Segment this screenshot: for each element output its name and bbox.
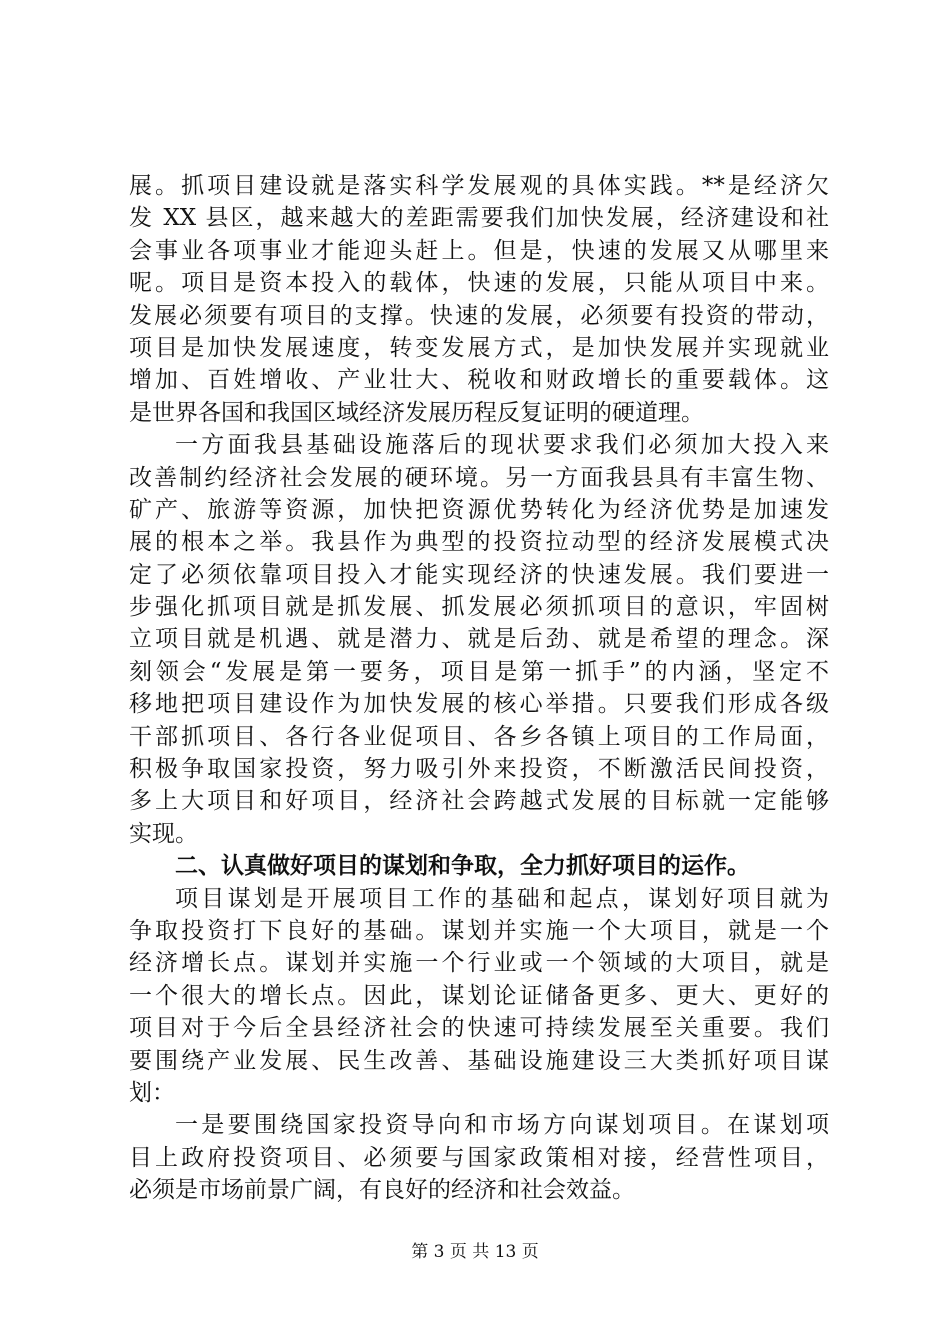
text-line: 会事业各项事业才能迎头赶上。但是，快速的发展又从哪里来 bbox=[129, 237, 829, 264]
text-line: 移地把项目建设作为加快发展的核心举措。只要我们形成各级 bbox=[129, 691, 829, 718]
document-body bbox=[129, 170, 829, 1207]
text-line: 矿产、旅游等资源，加快把资源优势转化为经济优势是加速发 bbox=[129, 496, 829, 523]
text-line: 步强化抓项目就是抓发展、抓发展必须抓项目的意识，牢固树 bbox=[129, 594, 829, 621]
text-line: 积极争取国家投资，努力吸引外来投资，不断激活民间投资， bbox=[129, 756, 829, 783]
text-line: 必须是市场前景广阔，有良好的经济和社会效益。 bbox=[129, 1177, 635, 1204]
text-line: 改善制约经济社会发展的硬环境。另一方面我县具有丰富生物、 bbox=[129, 464, 829, 491]
text-line: 划： bbox=[129, 1079, 175, 1106]
text-line: 立项目就是机遇、就是潜力、就是后劲、就是希望的理念。深 bbox=[129, 626, 829, 653]
section-heading: 二、认真做好项目的谋划和争取，全力抓好项目的运作。 bbox=[175, 852, 750, 880]
text-line: 一方面我县基础设施落后的现状要求我们必须加大投入来 bbox=[175, 432, 829, 459]
text-line: 增加、百姓增收、产业壮大、税收和财政增长的重要载体。这 bbox=[129, 367, 829, 394]
text-line: 项目谋划是开展项目工作的基础和起点，谋划好项目就为 bbox=[175, 885, 829, 912]
text-line: 项目是加快发展速度，转变发展方式，是加快发展并实现就业 bbox=[129, 334, 829, 361]
text-line: 争取投资打下良好的基础。谋划并实施一个大项目，就是一个 bbox=[129, 917, 829, 944]
text-line: 目上政府投资项目、必须要与国家政策相对接，经营性项目， bbox=[129, 1144, 829, 1171]
text-line: 经济增长点。谋划并实施一个行业或一个领域的大项目，就是 bbox=[129, 950, 829, 977]
text-line: 一个很大的增长点。因此，谋划论证储备更多、更大、更好的 bbox=[129, 982, 829, 1009]
text-line: 是世界各国和我国区域经济发展历程反复证明的硬道理。 bbox=[129, 399, 704, 426]
text-line: 多上大项目和好项目，经济社会跨越式发展的目标就一定能够 bbox=[129, 788, 829, 815]
text-line: 发展必须要有项目的支撑。快速的发展，必须要有投资的带动， bbox=[129, 302, 829, 329]
text-line: 要围绕产业发展、民生改善、基础设施建设三大类抓好项目谋 bbox=[129, 1047, 829, 1074]
text-line: 实现。 bbox=[129, 820, 198, 847]
text-line: 一是要围绕国家投资导向和市场方向谋划项目。在谋划项 bbox=[175, 1112, 829, 1139]
text-line: 展。抓项目建设就是落实科学发展观的具体实践。**是经济欠 bbox=[129, 173, 829, 199]
text-line: 项目对于今后全县经济社会的快速可持续发展至关重要。我们 bbox=[129, 1015, 829, 1042]
text-line: 干部抓项目、各行各业促项目、各乡各镇上项目的工作局面， bbox=[129, 723, 829, 750]
text-line: 刻领会“发展是第一要务，项目是第一抓手”的内涵，坚定不 bbox=[129, 658, 829, 685]
page-footer: 第 3 页 共 13 页 bbox=[411, 1242, 539, 1262]
text-line: 发 XX 县区，越来越大的差距需要我们加快发展，经济建设和社 bbox=[129, 205, 829, 232]
text-line: 呢。项目是资本投入的载体，快速的发展，只能从项目中来。 bbox=[129, 270, 829, 297]
text-line: 展的根本之举。我县作为典型的投资拉动型的经济发展模式决 bbox=[129, 529, 829, 556]
text-line: 定了必须依靠项目投入才能实现经济的快速发展。我们要进一 bbox=[129, 561, 829, 588]
